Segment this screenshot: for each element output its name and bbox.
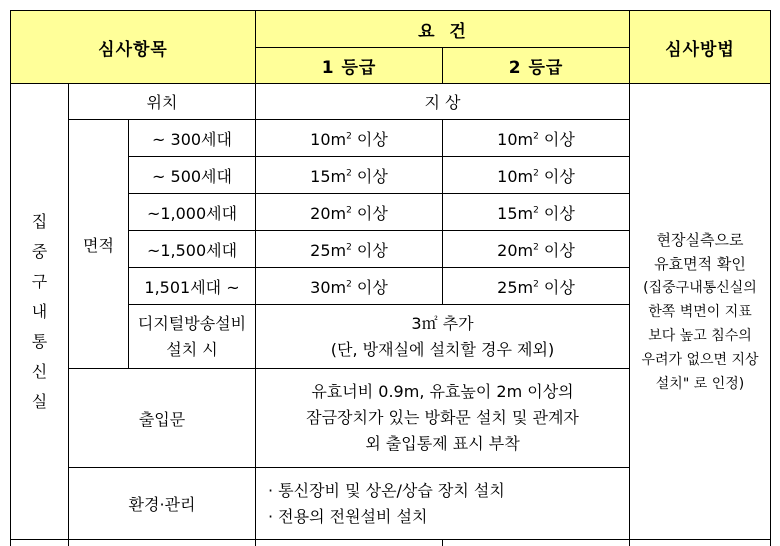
review-method-cell xyxy=(630,84,771,540)
grade2-area-value: 10m xyxy=(497,129,534,149)
header-grade-1: 1 등급 xyxy=(256,48,443,84)
grade1-area xyxy=(256,120,443,157)
grade1-area-value: 10m xyxy=(310,129,347,149)
grade1-area xyxy=(256,157,443,194)
above-text: 이상 xyxy=(543,166,575,186)
households-range: ~1,500세대 xyxy=(129,231,256,268)
above-text: 이상 xyxy=(543,240,575,260)
households-range: ~1,000세대 xyxy=(129,194,256,231)
grade1-area-value: 30m xyxy=(310,277,347,297)
environment-bullet: · 전용의 전원설비 설치 xyxy=(268,506,428,526)
entrance-line: 잠금장치가 있는 방화문 설치 및 관계자 xyxy=(306,408,579,427)
digital-broadcast-label xyxy=(129,305,256,369)
above-text: 이상 xyxy=(543,129,575,149)
unit-superscript: 2 xyxy=(533,242,539,253)
category-char: 신 xyxy=(31,361,48,381)
category-label xyxy=(11,84,69,540)
category-char: 중 xyxy=(31,241,48,261)
unit-superscript: 2 xyxy=(533,131,539,142)
households-range: 1,501세대 ~ xyxy=(129,268,256,305)
above-text: 이상 xyxy=(356,166,388,186)
households-range: ~ 300세대 xyxy=(129,120,256,157)
entrance-requirement xyxy=(256,369,630,468)
grade2-area xyxy=(443,157,630,194)
unit-superscript: 2 xyxy=(533,279,539,290)
environment-requirement xyxy=(256,468,630,540)
category-char: 구 xyxy=(31,271,48,291)
entrance-line: 외 출입통제 표시 부착 xyxy=(365,434,520,453)
header-review-method: 심사방법 xyxy=(630,11,771,84)
category-char: 실 xyxy=(31,391,48,411)
grade1-area-value: 25m xyxy=(310,240,347,260)
digital-value-line: (단, 방재실에 설치할 경우 제외) xyxy=(330,339,555,359)
unit-superscript: 2 xyxy=(346,205,352,216)
method-line: 보다 높고 침수의 xyxy=(648,327,752,344)
above-text: 이상 xyxy=(543,277,575,297)
method-line: 설치" 로 인정) xyxy=(655,375,745,392)
above-text: 이상 xyxy=(356,240,388,260)
header-review-items: 심사항목 xyxy=(11,11,256,84)
category-char: 통 xyxy=(31,331,48,351)
requirements-table xyxy=(10,10,771,546)
category-char: 집 xyxy=(31,211,48,231)
area-label: 면적 xyxy=(69,120,129,369)
unit-superscript: 2 xyxy=(346,279,352,290)
grade1-area-value: 15m xyxy=(310,166,347,186)
digital-label-line: 설치 시 xyxy=(166,339,218,359)
digital-broadcast-value xyxy=(256,305,630,369)
unit-superscript: 2 xyxy=(346,242,352,253)
method-line: 우려가 없으면 지상 xyxy=(641,351,759,368)
grade2-area-value: 15m xyxy=(497,203,534,223)
grade1-area-value: 20m xyxy=(310,203,347,223)
grade2-area xyxy=(443,120,630,157)
grade1-area xyxy=(256,268,443,305)
above-text: 이상 xyxy=(543,203,575,223)
method-line: (집중구내통신실의 xyxy=(643,279,757,296)
environment-label: 환경·관리 xyxy=(69,468,256,540)
environment-bullet: · 통신장비 및 상온/상습 장치 설치 xyxy=(268,480,505,500)
above-text: 이상 xyxy=(356,129,388,149)
digital-label-line: 디지털방송설비 xyxy=(137,313,247,333)
method-line: 현장실측으로 xyxy=(656,230,744,249)
grade1-area xyxy=(256,231,443,268)
unit-superscript: 2 xyxy=(346,131,352,142)
location-label: 위치 xyxy=(69,84,256,120)
category-char: 내 xyxy=(31,301,48,321)
unit-superscript: 2 xyxy=(533,168,539,179)
grade2-area xyxy=(443,194,630,231)
grade2-area-value: 25m xyxy=(497,277,534,297)
entrance-line: 유효너비 0.9m, 유효높이 2m 이상의 xyxy=(311,382,574,401)
grade1-area xyxy=(256,194,443,231)
method-line: 유효면적 확인 xyxy=(654,254,746,273)
above-text: 이상 xyxy=(356,277,388,297)
header-requirements: 요 건 xyxy=(256,11,630,48)
category-vertical-text xyxy=(11,207,68,417)
grade2-area-value: 20m xyxy=(497,240,534,260)
grade2-area xyxy=(443,268,630,305)
header-grade-2: 2 등급 xyxy=(443,48,630,84)
location-value: 지 상 xyxy=(256,84,630,120)
grade2-area-value: 10m xyxy=(497,166,534,186)
grade2-area xyxy=(443,231,630,268)
entrance-label: 출입문 xyxy=(69,369,256,468)
method-line: 한쪽 벽면이 지표 xyxy=(648,303,752,320)
households-range: ~ 500세대 xyxy=(129,157,256,194)
unit-superscript: 2 xyxy=(533,205,539,216)
unit-superscript: 2 xyxy=(346,168,352,179)
above-text: 이상 xyxy=(356,203,388,223)
digital-value-line: 3㎡ 추가 xyxy=(411,313,474,333)
